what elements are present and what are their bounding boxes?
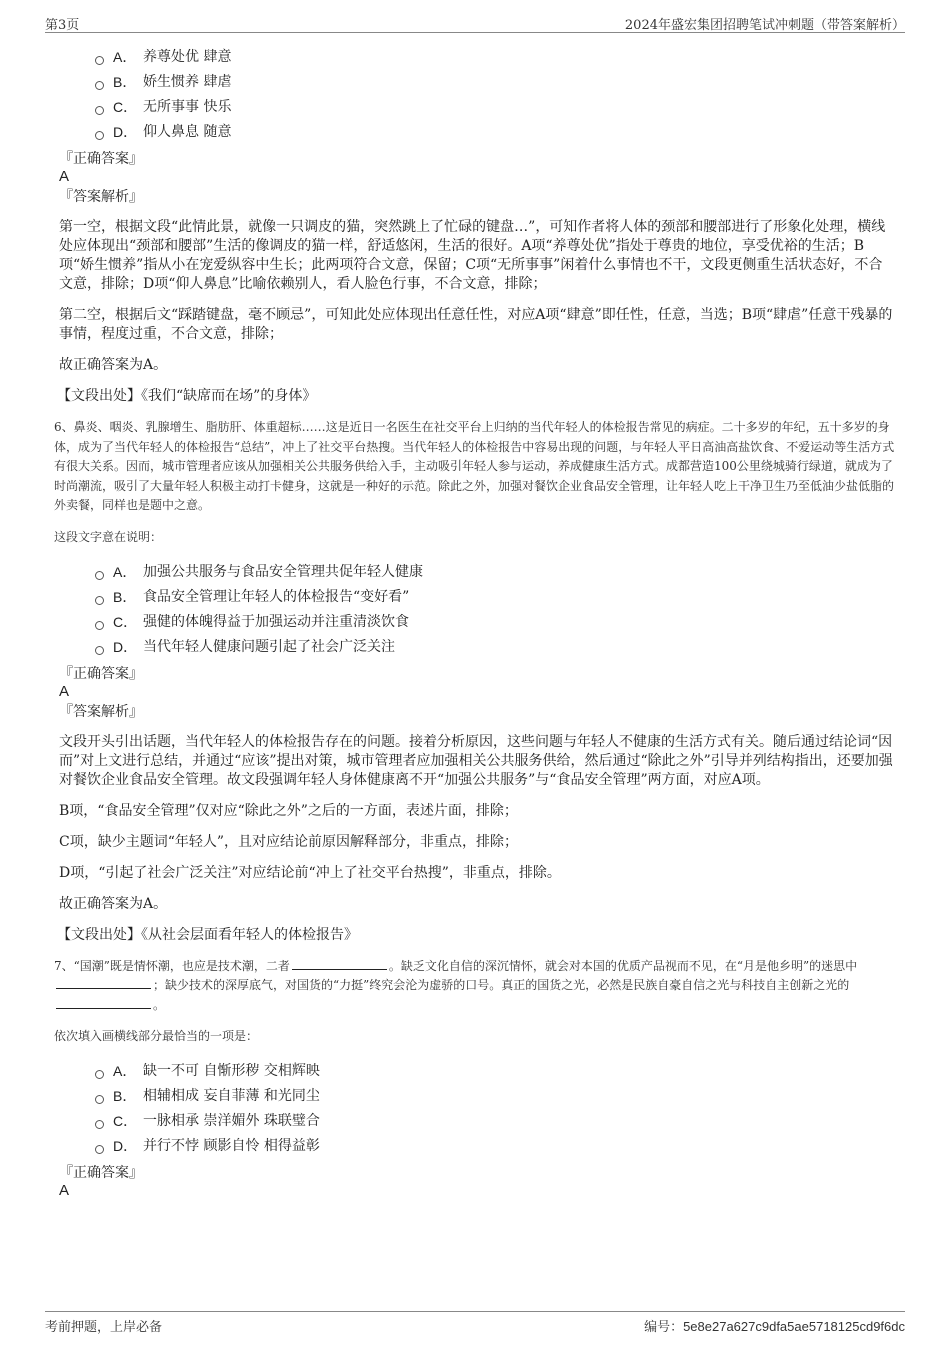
analysis-paragraph: 文段开头引出话题，当代年轻人的体检报告存在的问题。接着分析原因，这些问题与年轻人不健康的生活方式有关。随后通过结论词“因而”对上文进行总结，并通过“应该”提出对策，城市管理者应加强相关公共服务供给，然后通过“除此之外”引导并列结构指出，还要加强对餐饮企业食品安全管理。故文段强调年轻人身体健康离不开“加强公共服务”与“食品安全管理”两方面，对应A项。: [59, 733, 893, 788]
footer-slogan: 考前押题，上岸必备: [45, 1320, 163, 1335]
q7-option-a[interactable]: A． 缺一不可 自惭形秽 交相辉映: [95, 1059, 897, 1084]
blank-line: [56, 996, 151, 1009]
radio-icon[interactable]: [95, 1145, 104, 1154]
document-body: [54, 42, 897, 1200]
question-7-text: 7、“国潮”既是情怀潮，也应是技术潮，二者 。缺乏文化自信的深沉情怀，就会对本国的优质产品视而不见，在“月是他乡明”的迷思中；缺少技术的深厚底气，对国货的“力挺”终究会沦为虚骄的口号。真正的国货之光，必然是民族自豪自信之光与科技自主创新之光的。: [54, 958, 858, 1012]
radio-icon[interactable]: [95, 1120, 104, 1129]
question-6-prompt: 这段文字意在说明：: [54, 529, 163, 544]
correct-answer-label: 『正确答案』: [59, 151, 143, 167]
correct-answer: A: [59, 168, 70, 185]
radio-icon[interactable]: [95, 571, 104, 580]
source-citation: 【文段出处】《我们“缺席而在场”的身体》: [57, 388, 317, 404]
page-number: 第3页: [45, 18, 80, 33]
blank-line: [56, 976, 151, 989]
page-header: [45, 10, 905, 33]
radio-icon[interactable]: [95, 56, 104, 65]
analysis-paragraph: 第二空，根据后文“踩踏键盘，毫不顾忌”，可知此处应体现出任意任性，对应A项“肆意”即任性，任意，当选；B项“肆虐”任意干残暴的事情，程度过重，不合文意，排除；: [59, 307, 893, 342]
blank-line: [292, 957, 387, 970]
radio-icon[interactable]: [95, 1095, 104, 1104]
q6-option-a[interactable]: A． 加强公共服务与食品安全管理共促年轻人健康: [95, 560, 897, 585]
q5-option-c[interactable]: C． 无所事事 快乐: [95, 95, 897, 120]
question-6-text: 6、鼻炎、咽炎、乳腺增生、脂肪肝、体重超标……这是近日一名医生在社交平台上归纳的当代年轻人的体检报告常见的病症。二十多岁的年纪，五十多岁的身体，成为了当代年轻人的体检报告“总结”，冲上了社交平台热搜。当代年轻人的体检报告中容易出现的问题，与年轻人平日高油高盐饮食、不爱运动等生活方式有很大关系。因而，城市管理者应该从加强相关公共服务供给入手，主动吸引年轻人参与运动，养成健康生活方式。成都营造100公里绕城骑行绿道，就成为了时尚潮流，吸引了大量年轻人积极主动打卡健身，这就是一种好的示范。除此之外，加强对餐饮企业食品安全管理，让年轻人吃上干净卫生乃至低油少盐低脂的外卖餐，同样也是题中之意。: [54, 420, 895, 512]
radio-icon[interactable]: [95, 596, 104, 605]
document-code: 编号：5e8e27a627c9dfa5ae5718125cd9f6dc: [644, 1319, 905, 1334]
analysis-paragraph: B项，“食品安全管理”仅对应“除此之外”之后的一方面，表述片面，排除；: [59, 802, 518, 819]
q7-option-b[interactable]: B． 相辅相成 妄自菲薄 和光同尘: [95, 1084, 897, 1109]
q5-options: [95, 45, 897, 145]
q6-option-b[interactable]: B． 食品安全管理让年轻人的体检报告“变好看”: [95, 585, 897, 610]
radio-icon[interactable]: [95, 106, 104, 115]
q6-options: [95, 560, 897, 660]
q7-option-d[interactable]: D． 并行不悖 顾影自怜 相得益彰: [95, 1134, 897, 1159]
document-title: 2024年盛宏集团招聘笔试冲刺题（带答案解析）: [624, 18, 905, 33]
analysis-conclusion: 故正确答案为A。: [59, 357, 168, 373]
correct-answer-label: 『正确答案』: [59, 665, 143, 682]
source-citation: 【文段出处】《从社会层面看年轻人的体检报告》: [57, 926, 358, 943]
q6-option-d[interactable]: D． 当代年轻人健康问题引起了社会广泛关注: [95, 635, 897, 660]
analysis-conclusion: 故正确答案为A。: [59, 895, 168, 912]
q7-options: [95, 1059, 897, 1159]
q5-option-d[interactable]: D． 仰人鼻息 随意: [95, 120, 897, 145]
analysis-paragraph: C项，缺少主题词“年轻人”，且对应结论前原因解释部分，非重点，排除；: [59, 833, 519, 850]
q5-option-b[interactable]: B． 娇生惯养 肆虐: [95, 70, 897, 95]
radio-icon[interactable]: [95, 1070, 104, 1079]
q5-option-a[interactable]: A． 养尊处优 肆意: [95, 45, 897, 70]
question-7-prompt: 依次填入画横线部分最恰当的一项是：: [54, 1029, 259, 1043]
correct-answer: A: [59, 682, 70, 700]
correct-answer: A: [59, 1182, 70, 1199]
analysis-label: 『答案解析』: [59, 189, 143, 205]
radio-icon[interactable]: [95, 621, 104, 630]
radio-icon[interactable]: [95, 81, 104, 90]
analysis-paragraph: D项，“引起了社会广泛关注”对应结论前“冲上了社交平台热搜”，非重点，排除。: [59, 864, 561, 881]
radio-icon[interactable]: [95, 646, 104, 655]
analysis-paragraph: 第一空，根据文段“此情此景，就像一只调皮的猫，突然跳上了忙碌的键盘…”，可知作者将人体的颈部和腰部进行了形象化处理，横线处应体现出“颈部和腰部”生活的像调皮的猫一样，舒适悠闲，生活的很好。A项“养尊处优”指处于尊贵的地位，享受优裕的生活；B项“娇生惯养”指从小在宠爱纵容中生长；此两项符合文意，保留；C项“无所事事”闲着什么事情也不干，文段更侧重生活状态好，不合文意，排除；D项“仰人鼻息”比喻依赖别人，看人脸色行事，不合文意，排除；: [59, 219, 886, 292]
correct-answer-label: 『正确答案』: [59, 1165, 143, 1181]
q6-option-c[interactable]: C． 强健的体魄得益于加强运动并注重清淡饮食: [95, 610, 897, 635]
q7-option-c[interactable]: C． 一脉相承 崇洋媚外 珠联璧合: [95, 1109, 897, 1134]
radio-icon[interactable]: [95, 131, 104, 140]
page-footer: [45, 1311, 905, 1336]
analysis-label: 『答案解析』: [59, 703, 143, 720]
